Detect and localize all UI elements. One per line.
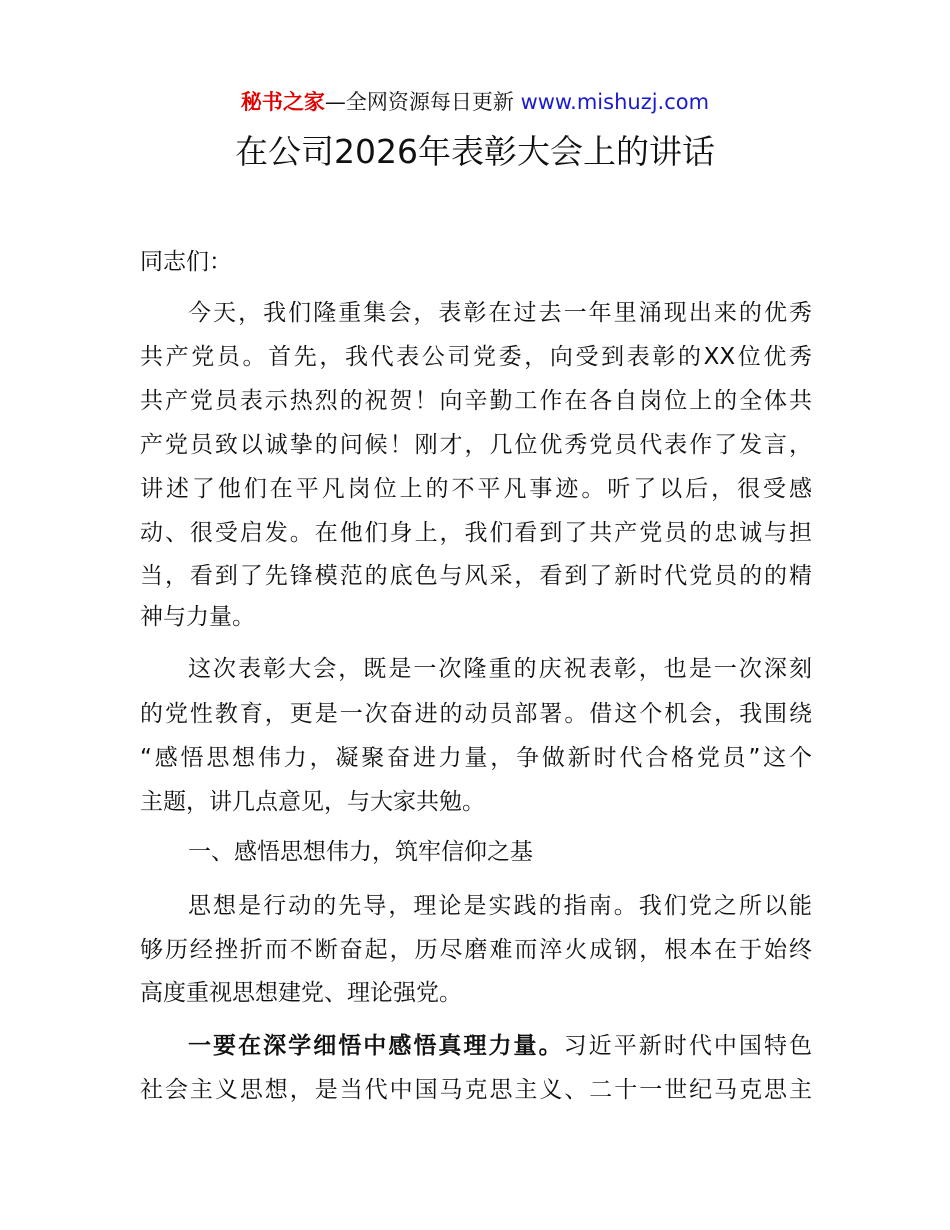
paragraph-text: 习近平新时代中国特色 [563,1033,813,1059]
banner-slogan: —全网资源每日更新 [324,90,514,114]
salutation: 同志们： [140,249,232,275]
paragraph-line: 讲述了他们在平凡岗位上的不平凡事迹。听了以后，很受感 [140,476,812,502]
paragraph-line: 神与力量。 [140,604,255,630]
brand-name: 秘书之家 [240,90,325,114]
paragraph-line: 动、很受启发。在他们身上，我们看到了共产党员的忠诚与担 [140,520,812,546]
paragraph-line: 共产党员。首先，我代表公司党委，向受到表彰的XX位优秀 [140,344,812,370]
paragraph-line: 共产党员表示热烈的祝贺！向辛勤工作在各自岗位上的全体共 [140,388,812,414]
paragraph-line: 主题，讲几点意见，与大家共勉。 [140,789,485,815]
paragraph-line: 当，看到了先锋模范的底色与风采，看到了新时代党员的的精 [140,563,812,589]
paragraph-line: 产党员致以诚挚的问候！刚才，几位优秀党员代表作了发言， [140,432,812,458]
paragraph-line: 思想是行动的先导，理论是实践的指南。我们党之所以能 [188,893,812,919]
section-heading: 一、感悟思想伟力，筑牢信仰之基 [188,839,533,865]
document-title: 在公司2026年表彰大会上的讲话 [235,132,715,171]
paragraph-line [188,1024,812,1068]
paragraph-line: 今天，我们隆重集会，表彰在过去一年里涌现出来的优秀 [188,300,812,326]
bold-lead-text: 一要在深学细悟中感悟真理力量。 [188,1033,564,1059]
site-banner [0,88,950,116]
paragraph-line: 这次表彰大会，既是一次隆重的庆祝表彰，也是一次深刻 [188,656,812,682]
paragraph-line: 高度重视思想建党、理论强党。 [140,980,462,1006]
paragraph-line: 够历经挫折而不断奋起，历尽磨难而淬火成钢，根本在于始终 [140,937,812,963]
paragraph-line: 的党性教育，更是一次奋进的动员部署。借这个机会，我围绕 [140,701,812,727]
paragraph-line: 社会主义思想，是当代中国马克思主义、二十一世纪马克思主 [140,1077,812,1103]
paragraph-line: “感悟思想伟力，凝聚奋进力量，争做新时代合格党员”这个 [140,745,812,771]
site-url-link[interactable]: www.mishuzj.com [520,90,710,114]
